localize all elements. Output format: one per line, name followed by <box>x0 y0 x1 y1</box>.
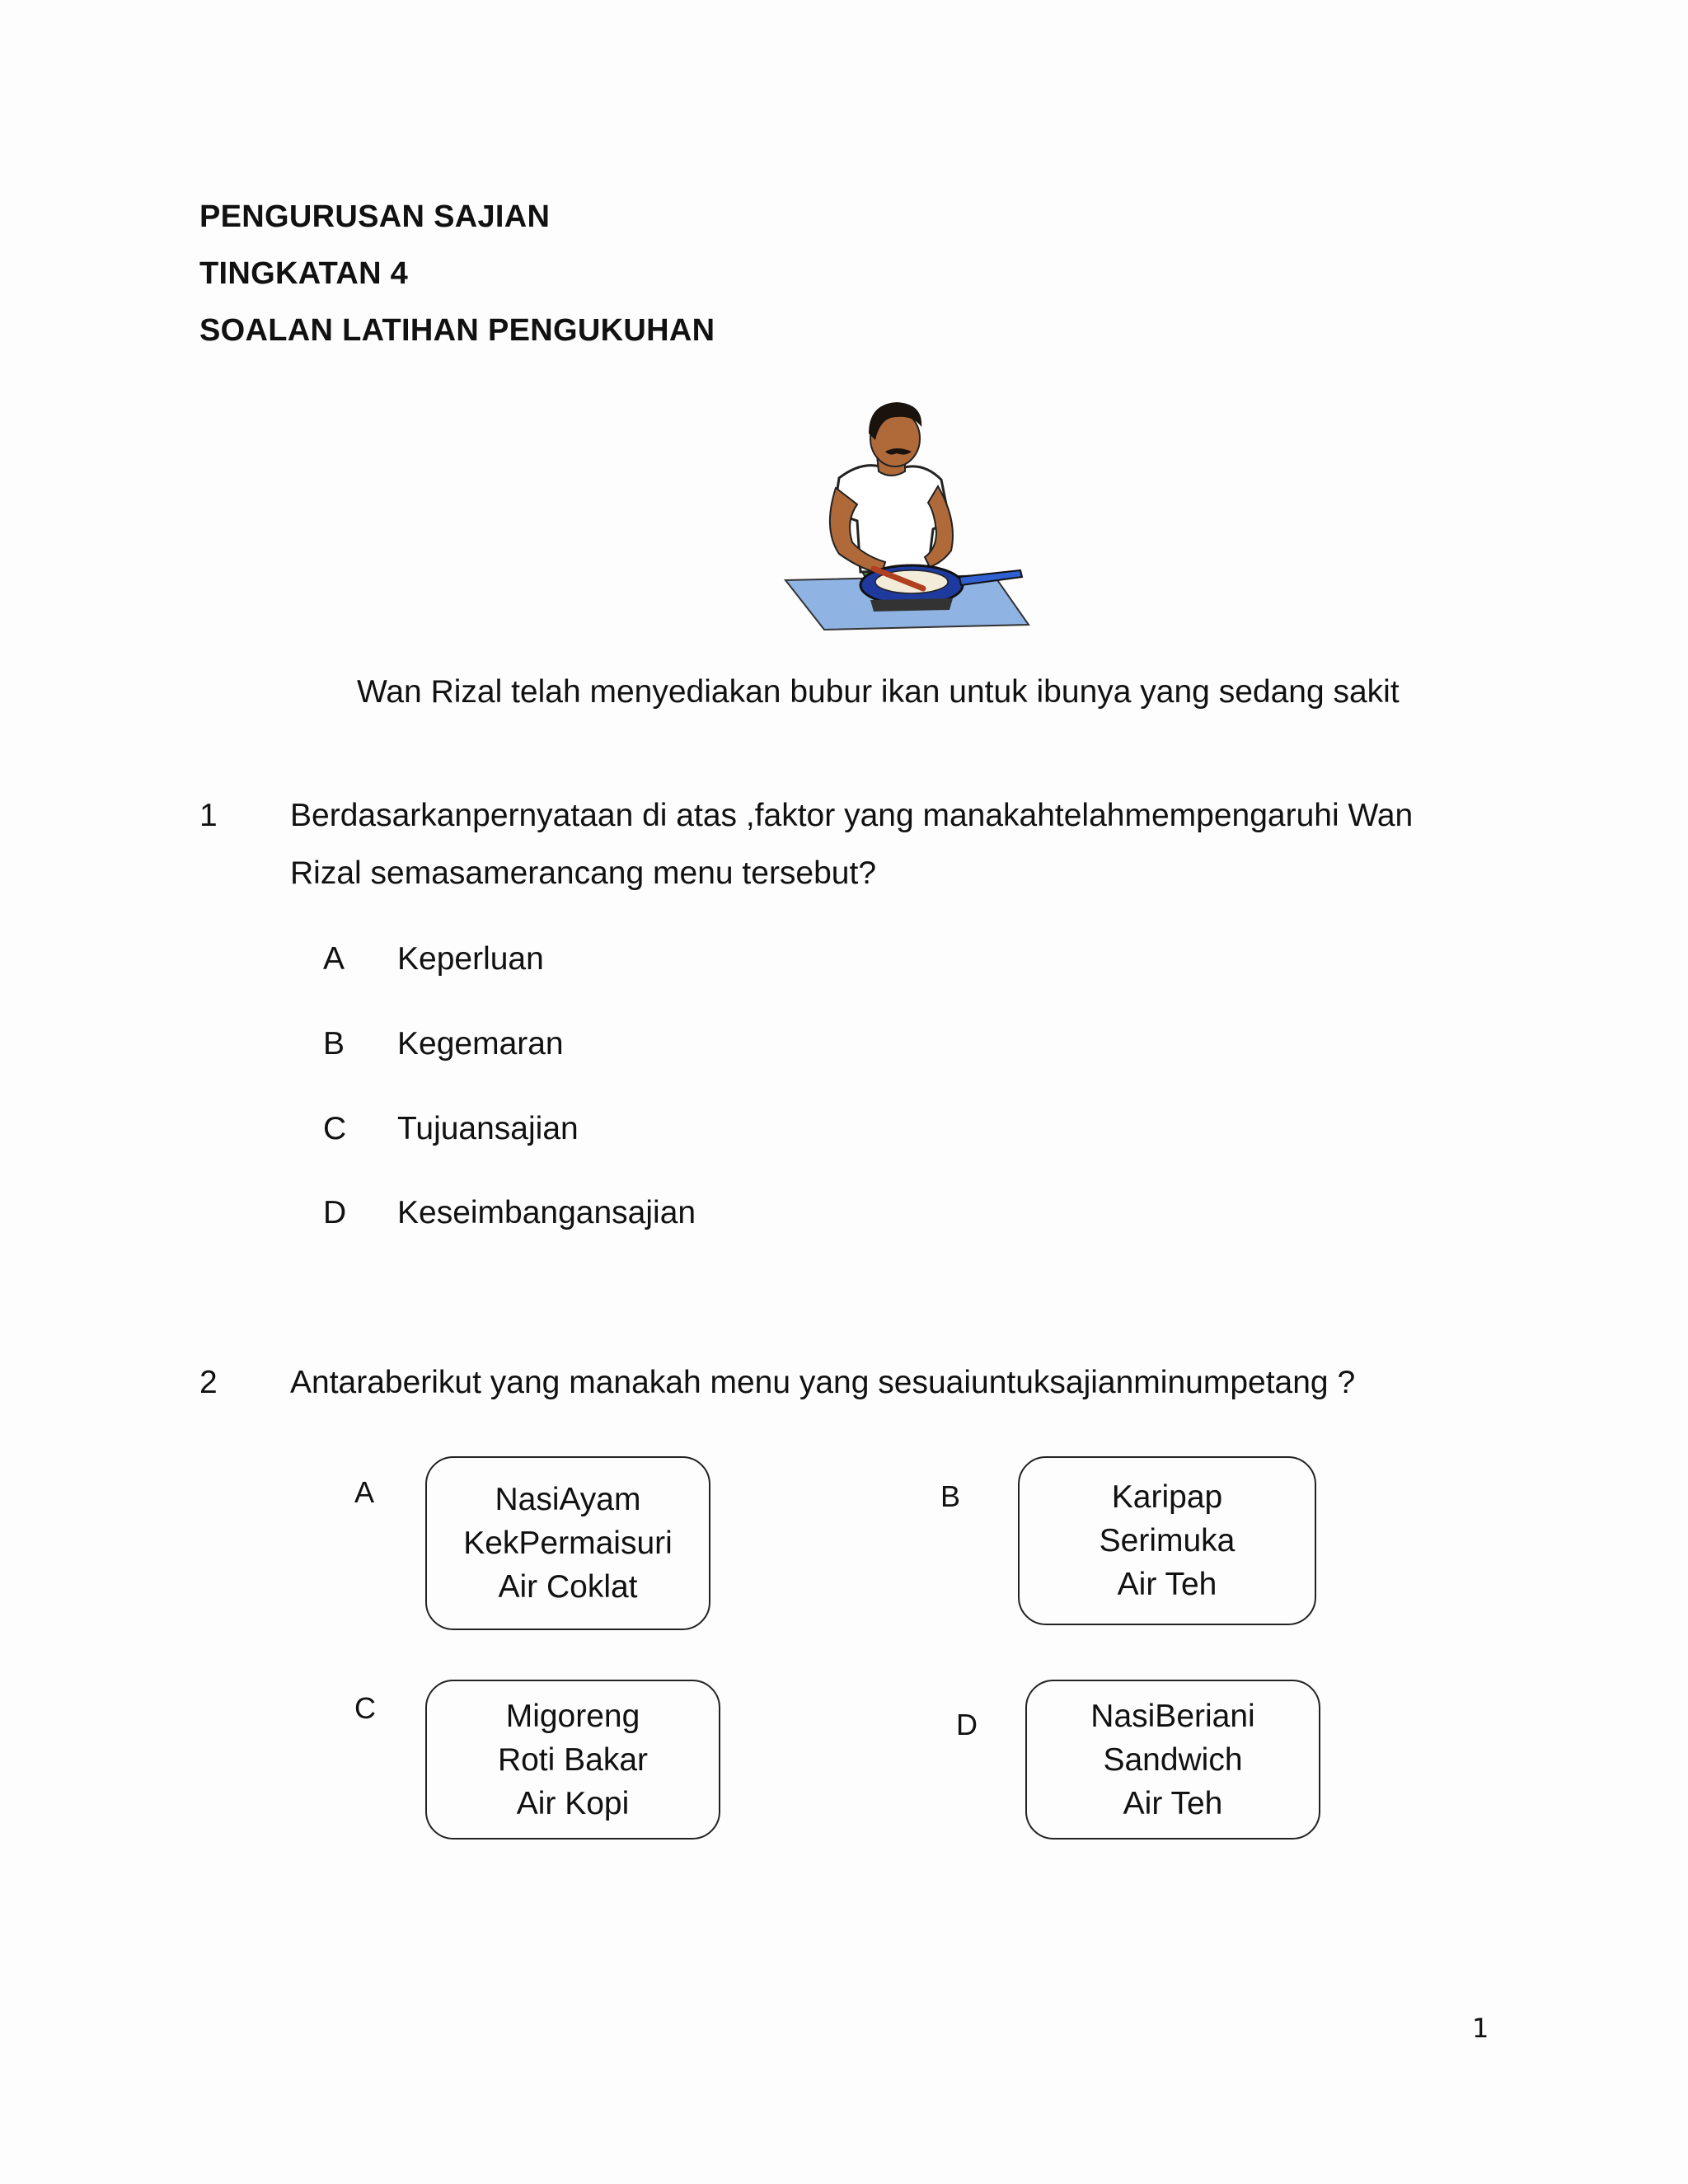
question-1-text: Berdasarkanpernyataan di atas ,faktor yang manakahtelahmempengaruhi Wan Rizal semasamerancang menu tersebut? <box>290 798 1414 891</box>
menu-item: Air Teh <box>1123 1785 1223 1821</box>
q2-option-a-menu-box <box>425 1456 710 1630</box>
scenario-caption: Wan Rizal telah menyediakan bubur ikan untuk ibunya yang sedang sakit <box>357 674 1400 710</box>
q2-option-a-letter: A <box>354 1475 375 1509</box>
q1-option-d-letter: D <box>323 1195 347 1230</box>
q1-option-a-text: Keperluan <box>397 941 544 977</box>
form-heading: TINGKATAN 4 <box>199 256 409 291</box>
menu-item: NasiBeriani <box>1090 1698 1255 1734</box>
subject-heading: PENGURUSAN SAJIAN <box>199 199 551 234</box>
menu-item: Air Coklat <box>498 1569 638 1605</box>
q1-option-a-letter: A <box>323 941 345 977</box>
page-number: 1 <box>1472 2013 1489 2044</box>
menu-item: Air Teh <box>1117 1567 1217 1602</box>
man-cooking-icon <box>781 397 1039 636</box>
q2-option-b-letter: B <box>940 1479 961 1513</box>
q2-option-d-menu-box <box>1025 1680 1320 1840</box>
q1-option-c-text: Tujuansajian <box>397 1111 579 1146</box>
exercise-title: SOALAN LATIHAN PENGUKUHAN <box>199 313 715 348</box>
question-2-text: Antaraberikut yang manakah menu yang sesuaiuntuksajianminumpetang ? <box>290 1365 1356 1400</box>
menu-item: Sandwich <box>1103 1741 1243 1778</box>
question-1-number: 1 <box>199 798 218 833</box>
q1-option-b-letter: B <box>323 1026 345 1062</box>
q2-option-d-letter: D <box>956 1708 978 1741</box>
menu-item: NasiAyam <box>495 1482 641 1517</box>
menu-item: KekPermaisuri <box>463 1526 673 1561</box>
q2-option-c-menu-box <box>425 1680 720 1840</box>
menu-item: Karipap <box>1111 1479 1223 1515</box>
menu-item: Migoreng <box>505 1698 640 1734</box>
q1-option-c-letter: C <box>323 1111 347 1146</box>
question-2-number: 2 <box>199 1365 218 1400</box>
q1-option-d-text: Keseimbangansajian <box>397 1195 696 1230</box>
q2-option-c-letter: C <box>354 1691 376 1725</box>
menu-item: Serimuka <box>1099 1523 1236 1558</box>
menu-item: Roti Bakar <box>497 1741 649 1778</box>
menu-item: Air Kopi <box>516 1785 630 1821</box>
q1-option-b-text: Kegemaran <box>397 1026 564 1062</box>
stove-base <box>870 598 953 612</box>
q2-option-b-menu-box <box>1018 1456 1316 1625</box>
